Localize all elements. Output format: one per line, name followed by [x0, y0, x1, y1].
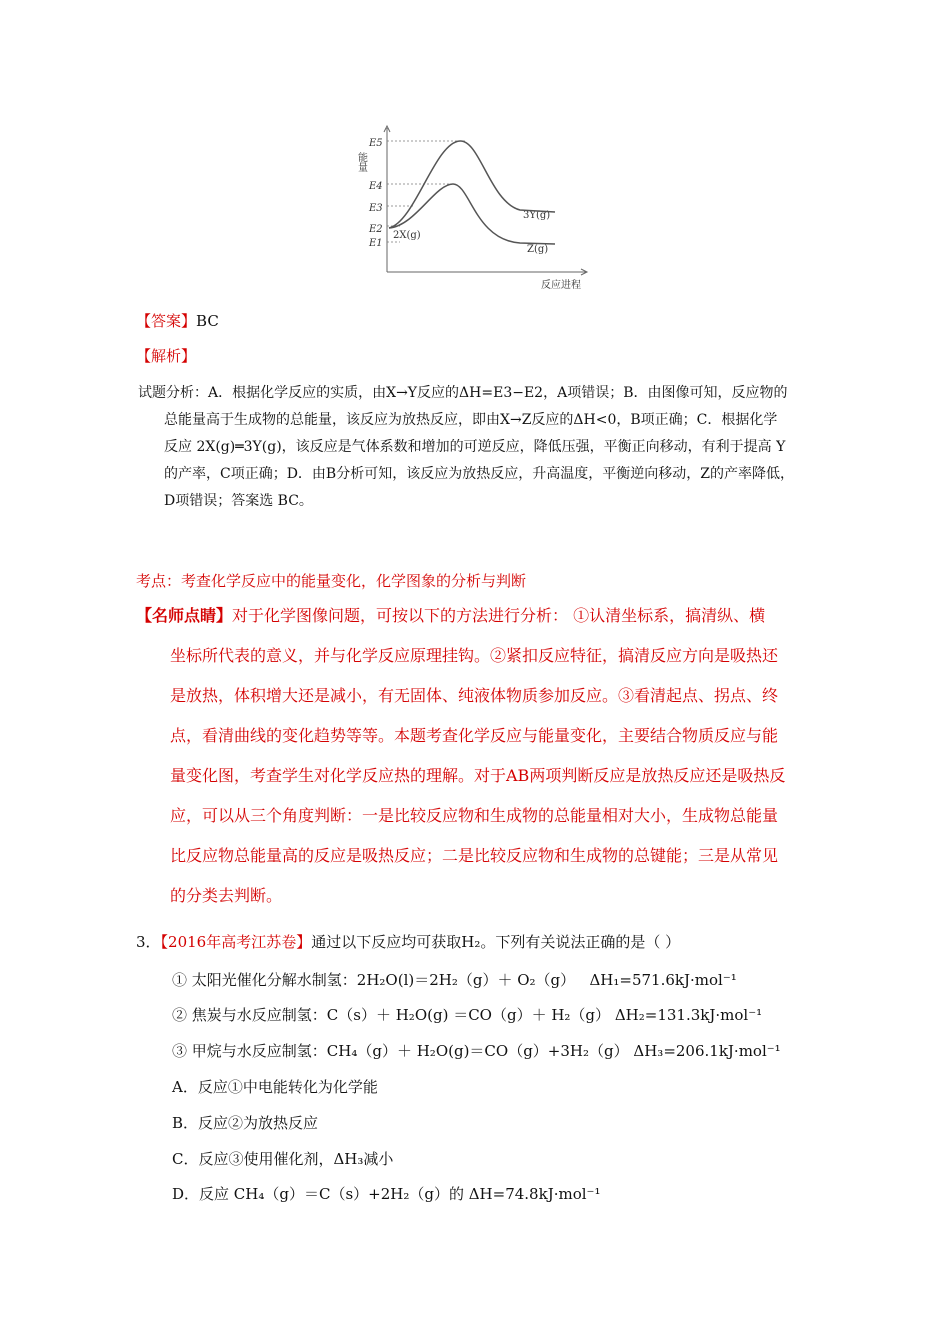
option-c: C．反应③使用催化剂，ΔH₃减小: [172, 1150, 394, 1168]
label-e4: E4: [369, 181, 383, 192]
answer-value: BC: [196, 312, 219, 330]
analysis-heading: 【解析】: [136, 347, 197, 365]
tip-line: 比反应物总能量高的反应是吸热反应；二是比较反应物和生成物的总键能；三是从常见: [170, 846, 779, 865]
reaction-1: ① 太阳光催化分解水制氢：2H₂O(l)＝2H₂（g）＋ O₂（g） ΔH₁=571.6kJ·mol⁻¹: [172, 971, 737, 989]
tip-line: 应，可以从三个角度判断：一是比较反应物和生成物的总能量相对大小，生成物总能量: [170, 806, 779, 825]
analysis-paragraph: [138, 380, 794, 515]
analysis-line: 试题分析：A．根据化学反应的实质，由X→Y反应的ΔH=E3−E2，A项错误；B．由图像可知，反应物的: [138, 385, 788, 401]
label-3y: 3Y(g): [523, 210, 551, 221]
label-2x: 2X(g): [393, 230, 421, 241]
analysis-line: D项错误；答案选 BC。: [164, 493, 313, 509]
label-e5: E5: [369, 138, 383, 149]
answer-label: 【答案】: [136, 312, 197, 330]
label-z: Z(g): [527, 244, 549, 255]
tip-label: 【名师点睛】: [136, 606, 233, 625]
option-b: B．反应②为放热反应: [172, 1114, 319, 1132]
reaction-3: ③ 甲烷与水反应制氢：CH₄（g）＋ H₂O(g)＝CO（g）+3H₂（g） ΔH₃=206.1kJ·mol⁻¹: [172, 1042, 781, 1060]
label-e2: E2: [369, 224, 383, 235]
label-e1: E1: [369, 238, 383, 249]
question-source: 【2016年高考江苏卷】: [160, 933, 312, 951]
label-e3: E3: [369, 203, 383, 214]
tip-line: 量变化图，考查学生对化学反应热的理解。对于AB两项判断反应是放热反应还是吸热反: [170, 766, 786, 785]
question-stem: [136, 931, 680, 952]
tip-line: 坐标所代表的意义，并与化学反应原理挂钩。②紧扣反应特征，搞清反应方向是吸热还: [170, 646, 779, 665]
reaction-2: ② 焦炭与水反应制氢：C（s）＋ H₂O(g) ＝CO（g）＋ H₂（g） ΔH₂=131.3kJ·mol⁻¹: [172, 1006, 763, 1024]
teacher-tip: [136, 596, 826, 916]
answer-line: [136, 310, 219, 331]
option-d: D．反应 CH₄（g）＝C（s）+2H₂（g）的 ΔH=74.8kJ·mol⁻¹: [172, 1185, 601, 1203]
tip-line: 点，看清曲线的变化趋势等等。本题考查化学反应与能量变化，主要结合物质反应与能: [170, 726, 779, 745]
tip-line: 是放热，体积增大还是减小，有无固体、纯液体物质参加反应。③看清起点、拐点、终: [170, 686, 779, 705]
energy-diagram: [355, 122, 595, 292]
analysis-line: 总能量高于生成物的总能量，该反应为放热反应，即由X→Z反应的ΔH<0，B项正确；C．根据化学: [164, 412, 778, 428]
y-axis-label: 能量: [355, 152, 367, 172]
tip-line: [136, 596, 826, 636]
option-a: A．反应①中电能转化为化学能: [172, 1078, 378, 1096]
analysis-line: 的产率，C项正确；D．由B分析可知，该反应为放热反应，升高温度，平衡逆向移动，Z的产率降低，: [164, 466, 794, 482]
kaodian: 考点：考查化学反应中的能量变化，化学图象的分析与判断: [136, 572, 527, 590]
tip-line: 的分类去判断。: [170, 886, 283, 905]
x-axis-label: 反应进程: [541, 280, 581, 291]
question-text: 通过以下反应均可获取H₂。下列有关说法正确的是（ ）: [311, 933, 681, 951]
analysis-line: 反应 2X(g)═3Y(g)，该反应是气体系数和增加的可逆反应，降低压强，平衡正向移动，有利于提高 Y: [164, 439, 786, 455]
tip-text: 对于化学图像问题，可按以下的方法进行分析： ①认清坐标系，搞清纵、横: [232, 606, 766, 625]
question-number: 3．: [136, 933, 161, 951]
